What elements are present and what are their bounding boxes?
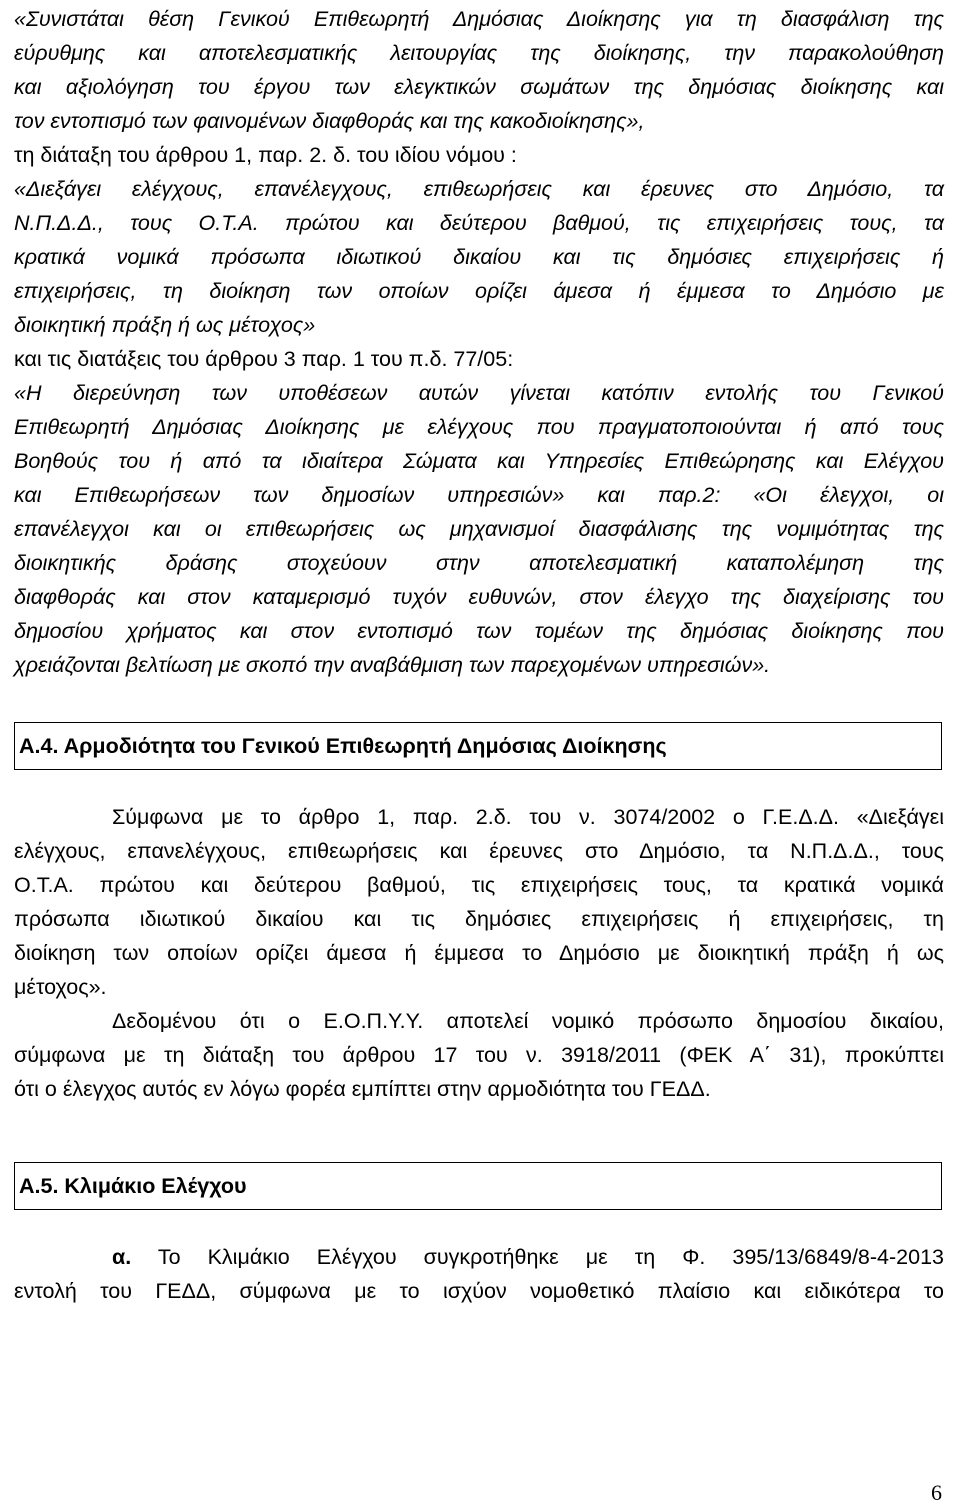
text-line: Ο.Τ.Α. πρώτου και δεύτερου βαθμού, τις επιχειρήσεις τους, τα κρατικά νομικά bbox=[14, 873, 944, 897]
text-line: και τις διατάξεις του άρθρου 3 παρ. 1 του π.δ. 77/05: bbox=[14, 347, 514, 371]
text-line: κρατικά νομικά πρόσωπα ιδιωτικού δικαίου και τις δημόσιες επιχειρήσεις ή bbox=[14, 245, 944, 269]
text-line: διοικητική πράξη ή ως μέτοχος» bbox=[14, 313, 316, 337]
text-line: «Συνιστάται θέση Γενικού Επιθεωρητή Δημόσιας Διοίκησης για τη διασφάλιση της bbox=[14, 7, 944, 31]
text-line: επιχειρήσεις, τη διοίκηση των οποίων ορίζει άμεσα ή έμμεσα το Δημόσιο με bbox=[14, 279, 944, 303]
text-line: και Επιθεωρήσεων των δημοσίων υπηρεσιών» και παρ.2: «Οι έλεγχοι, οι bbox=[14, 483, 944, 507]
text-line: Δεδομένου ότι ο Ε.Ο.Π.Υ.Υ. αποτελεί νομικό πρόσωπο δημοσίου δικαίου, bbox=[112, 1009, 944, 1033]
text-line: εντολή του ΓΕΔΔ, σύμφωνα με το ισχύον νομοθετικό πλαίσιο και ειδικότερα το bbox=[14, 1279, 944, 1303]
text-line: ότι ο έλεγχος αυτός εν λόγω φορέα εμπίπτει στην αρμοδιότητα του ΓΕΔΔ. bbox=[14, 1077, 711, 1101]
page-number: 6 bbox=[931, 1480, 942, 1505]
item-label: α. bbox=[112, 1245, 132, 1269]
text-line: τη διάταξη του άρθρου 1, παρ. 2. δ. του ιδίου νόμου : bbox=[14, 143, 517, 167]
text-line: ελέγχους, επανελέγχους, επιθεωρήσεις και έρευνες στο Δημόσιο, τα Ν.Π.Δ.Δ., τους bbox=[14, 839, 944, 863]
section-heading-box bbox=[14, 722, 942, 770]
text-line: δημοσίου χρήματος και στον εντοπισμό των τομέων της δημόσιας διοίκησης που bbox=[14, 619, 944, 643]
text-line: Ν.Π.Δ.Δ., τους Ο.Τ.Α. πρώτου και δεύτερου βαθμού, τις επιχειρήσεις τους, τα bbox=[14, 211, 944, 235]
text-line: πρόσωπα ιδιωτικού δικαίου και τις δημόσιες επιχειρήσεις ή επιχειρήσεις, τη bbox=[14, 907, 944, 931]
text-line: σύμφωνα με τη διάταξη του άρθρου 17 του ν. 3918/2011 (ΦΕΚ Α΄ 31), προκύπτει bbox=[14, 1043, 944, 1067]
section-heading-a5: Α.5. Κλιμάκιο Ελέγχου bbox=[19, 1174, 247, 1198]
item-text: Το Κλιμάκιο Ελέγχου συγκροτήθηκε με τη Φ. 395/13/6849/8-4-2013 bbox=[157, 1245, 944, 1269]
section-heading-box bbox=[14, 1162, 942, 1210]
text-line: επανέλεγχοι και οι επιθεωρήσεις ως μηχανισμοί διασφάλισης της νομιμότητας της bbox=[14, 517, 944, 541]
text-line: «Η διερεύνηση των υποθέσεων αυτών γίνεται κατόπιν εντολής του Γενικού bbox=[14, 381, 944, 405]
text-line: μέτοχος». bbox=[14, 975, 107, 999]
text-line: «Διεξάγει ελέγχους, επανέλεγχους, επιθεωρήσεις και έρευνες στο Δημόσιο, τα bbox=[14, 177, 944, 201]
section-heading-a4: Α.4. Αρμοδιότητα του Γενικού Επιθεωρητή Δημόσιας Διοίκησης bbox=[19, 734, 667, 758]
text-line: διαφθοράς και στον καταμερισμό τυχόν ευθυνών, στον έλεγχο της διαχείρισης του bbox=[14, 585, 944, 609]
text-line: Βοηθούς του ή από τα ιδιαίτερα Σώματα και Υπηρεσίες Επιθεώρησης και Ελέγχου bbox=[14, 449, 944, 473]
text-line: τον εντοπισμό των φαινομένων διαφθοράς και της κακοδιοίκησης», bbox=[14, 109, 645, 133]
text-line: διοικητικής δράσης στοχεύουν στην αποτελεσματική καταπολέμηση της bbox=[14, 551, 944, 575]
text-line: Επιθεωρητή Δημόσιας Διοίκησης με ελέγχους που πραγματοποιούνται ή από τους bbox=[14, 415, 944, 439]
text-line: διοίκηση των οποίων ορίζει άμεσα ή έμμεσα το Δημόσιο με διοικητική πράξη ή ως bbox=[14, 941, 944, 965]
text-line: Σύμφωνα με το άρθρο 1, παρ. 2.δ. του ν. 3074/2002 ο Γ.Ε.Δ.Δ. «Διεξάγει bbox=[112, 805, 944, 829]
text-line: εύρυθμης και αποτελεσματικής λειτουργίας της διοίκησης, την παρακολούθηση bbox=[14, 41, 944, 65]
text-line: χρειάζονται βελτίωση με σκοπό την αναβάθμιση των παρεχομένων υπηρεσιών». bbox=[14, 653, 771, 677]
text-line: και αξιολόγηση του έργου των ελεγκτικών σωμάτων της δημόσιας διοίκησης και bbox=[14, 75, 944, 99]
text-line bbox=[14, 1240, 944, 1274]
